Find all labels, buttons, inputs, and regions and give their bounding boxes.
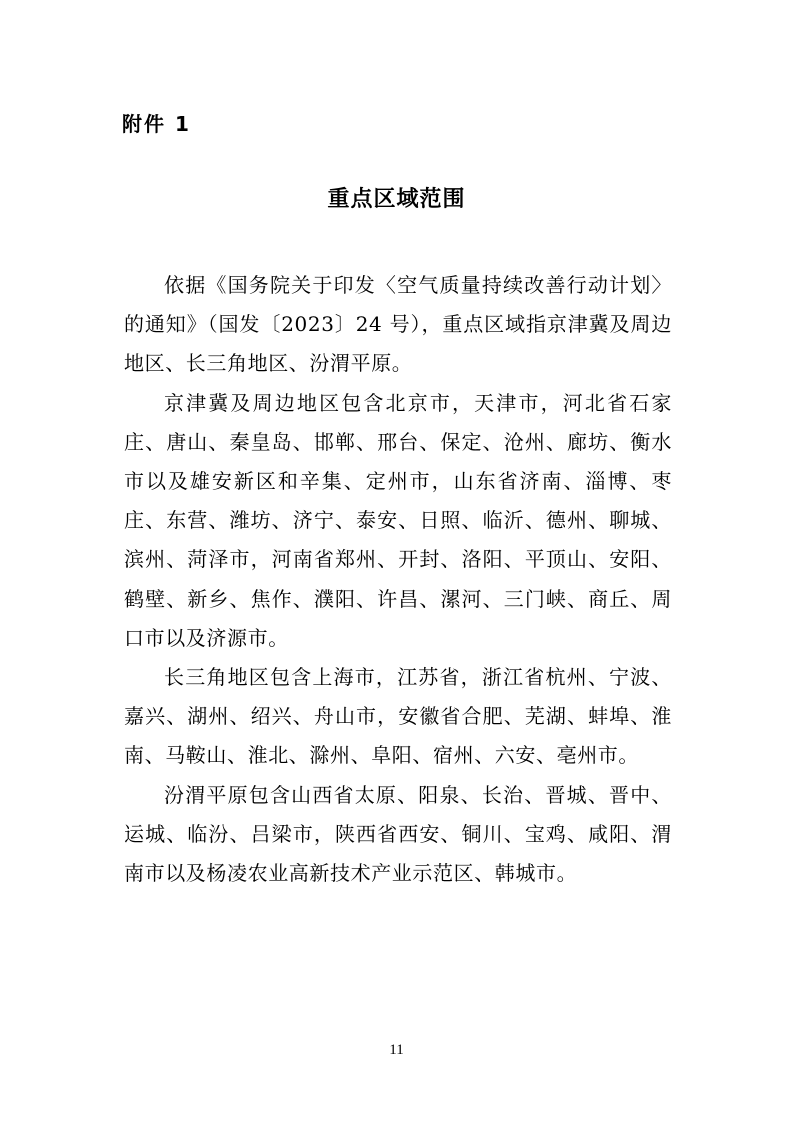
paragraph-jingjinji: 京津冀及周边地区包含北京市，天津市，河北省石家庄、唐山、秦皇岛、邯郸、邢台、保定、沧州、廊坊、衡水市以及雄安新区和辛集、定州市，山东省济南、淄博、枣庄、东营、潍坊、济宁、泰安、日照、临沂、德州、聊城、滨州、菏泽市，河南省郑州、开封、洛阳、平顶山、安阳、鹤壁、新乡、焦作、濮阳、许昌、漯河、三门峡、商丘、周口市以及济源市。 bbox=[124, 390, 672, 650]
document-body bbox=[124, 266, 672, 893]
document-title: 重点区域范围 bbox=[327, 187, 466, 212]
attachment-label: 附件 1 bbox=[122, 112, 191, 136]
paragraph-yangtze-delta: 长三角地区包含上海市，江苏省，浙江省杭州、宁波、嘉兴、湖州、绍兴、舟山市，安徽省合肥、芜湖、蚌埠、淮南、马鞍山、淮北、滁州、阜阳、宿州、六安、亳州市。 bbox=[124, 665, 672, 768]
paragraph-fenwei-plain: 汾渭平原包含山西省太原、阳泉、长治、晋城、晋中、运城、临汾、吕梁市，陕西省西安、铜川、宝鸡、咸阳、渭南市以及杨凌农业高新技术产业示范区、韩城市。 bbox=[124, 782, 672, 886]
paragraph-basis: 依据《国务院关于印发〈空气质量持续改善行动计划〉的通知》（国发〔2023〕24 号），重点区域指京津冀及周边地区、长三角地区、汾渭平原。 bbox=[124, 273, 672, 376]
page-number: 11 bbox=[389, 1042, 404, 1058]
